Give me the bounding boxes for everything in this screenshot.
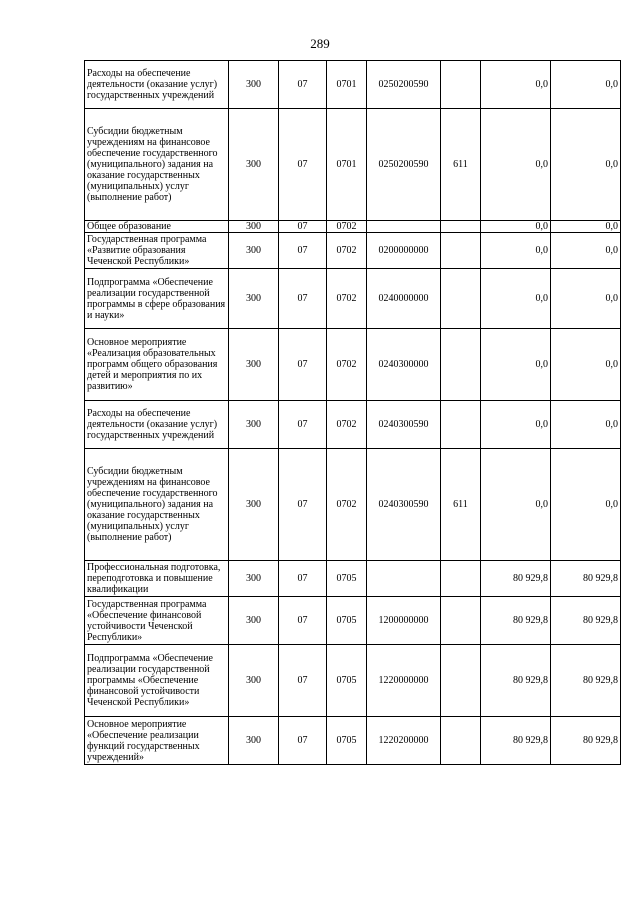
row-subsection-code: 0705 [327,597,367,645]
row-expense-type-code: 611 [441,449,481,561]
row-name: Основное мероприятие «Обеспечение реализации функций государственных учреждений» [85,717,229,765]
row-name: Подпрограмма «Обеспечение реализации государственной программы в сфере образования и науки» [85,269,229,329]
row-section-code: 07 [279,61,327,109]
row-subsection-code: 0702 [327,233,367,269]
row-target-code: 1220200000 [367,717,441,765]
row-amount-2: 0,0 [551,449,621,561]
row-target-code: 0240300590 [367,401,441,449]
row-section-code: 07 [279,233,327,269]
row-expense-type-code [441,561,481,597]
page-number: 289 [310,36,330,51]
row-expense-type-code [441,717,481,765]
row-name: Основное мероприятие «Реализация образовательных программ общего образования детей и мероприятия по их развитию» [85,329,229,401]
row-target-code [367,221,441,233]
row-target-code [367,561,441,597]
row-section-code: 07 [279,449,327,561]
row-target-code: 0200000000 [367,233,441,269]
row-name: Профессиональная подготовка, переподготовка и повышение квалификации [85,561,229,597]
row-subsection-code: 0702 [327,401,367,449]
table-row [85,221,621,233]
row-expense-type-code [441,269,481,329]
row-section-code: 07 [279,329,327,401]
row-expense-type-code [441,233,481,269]
row-target-code: 0240300590 [367,449,441,561]
row-ved-code: 300 [229,61,279,109]
row-ved-code: 300 [229,401,279,449]
row-ved-code: 300 [229,221,279,233]
row-subsection-code: 0701 [327,61,367,109]
row-target-code: 0250200590 [367,109,441,221]
table-row [85,717,621,765]
row-amount-1: 80 929,8 [481,597,551,645]
row-section-code: 07 [279,561,327,597]
table-row [85,109,621,221]
row-amount-2: 0,0 [551,329,621,401]
row-target-code: 0240000000 [367,269,441,329]
row-name: Расходы на обеспечение деятельности (оказание услуг) государственных учреждений [85,61,229,109]
row-expense-type-code [441,221,481,233]
table-body [85,61,621,765]
table-row [85,269,621,329]
row-expense-type-code [441,401,481,449]
row-amount-1: 0,0 [481,401,551,449]
table-row [85,61,621,109]
table-row [85,645,621,717]
row-ved-code: 300 [229,233,279,269]
row-subsection-code: 0702 [327,221,367,233]
row-subsection-code: 0705 [327,561,367,597]
row-expense-type-code: 611 [441,109,481,221]
row-name: Субсидии бюджетным учреждениям на финансовое обеспечение государственного (муниципального) задания на оказание государственных (муниципальных) услуг (выполнение работ) [85,449,229,561]
row-ved-code: 300 [229,449,279,561]
table-row [85,329,621,401]
row-amount-2: 80 929,8 [551,645,621,717]
row-ved-code: 300 [229,109,279,221]
row-ved-code: 300 [229,717,279,765]
row-expense-type-code [441,597,481,645]
row-expense-type-code [441,61,481,109]
row-name: Государственная программа «Развитие образования Чеченской Республики» [85,233,229,269]
row-name: Государственная программа «Обеспечение финансовой устойчивости Чеченской Республики» [85,597,229,645]
row-target-code: 1220000000 [367,645,441,717]
row-amount-1: 80 929,8 [481,645,551,717]
budget-table [84,60,621,765]
row-amount-2: 0,0 [551,221,621,233]
row-target-code: 0240300000 [367,329,441,401]
row-section-code: 07 [279,645,327,717]
row-name: Общее образование [85,221,229,233]
row-ved-code: 300 [229,329,279,401]
row-section-code: 07 [279,109,327,221]
table-row [85,449,621,561]
row-amount-2: 0,0 [551,109,621,221]
row-target-code: 1200000000 [367,597,441,645]
row-amount-1: 0,0 [481,233,551,269]
row-subsection-code: 0702 [327,329,367,401]
row-amount-1: 0,0 [481,221,551,233]
row-section-code: 07 [279,221,327,233]
row-amount-2: 0,0 [551,233,621,269]
table-row [85,401,621,449]
row-name: Подпрограмма «Обеспечение реализации государственной программы «Обеспечение финансовой устойчивости Чеченской Республики» [85,645,229,717]
row-amount-2: 0,0 [551,269,621,329]
row-section-code: 07 [279,717,327,765]
row-ved-code: 300 [229,645,279,717]
row-subsection-code: 0702 [327,269,367,329]
row-amount-1: 80 929,8 [481,717,551,765]
row-amount-1: 0,0 [481,449,551,561]
row-subsection-code: 0701 [327,109,367,221]
row-amount-2: 0,0 [551,61,621,109]
row-amount-2: 80 929,8 [551,717,621,765]
row-subsection-code: 0705 [327,717,367,765]
row-amount-1: 80 929,8 [481,561,551,597]
row-subsection-code: 0705 [327,645,367,717]
row-amount-2: 0,0 [551,401,621,449]
row-section-code: 07 [279,597,327,645]
row-amount-2: 80 929,8 [551,597,621,645]
row-expense-type-code [441,329,481,401]
row-name: Субсидии бюджетным учреждениям на финансовое обеспечение государственного (муниципального) задания на оказание государственных (муниципальных) услуг (выполнение работ) [85,109,229,221]
row-name: Расходы на обеспечение деятельности (оказание услуг) государственных учреждений [85,401,229,449]
table-row [85,233,621,269]
row-target-code: 0250200590 [367,61,441,109]
row-section-code: 07 [279,269,327,329]
row-subsection-code: 0702 [327,449,367,561]
row-amount-1: 0,0 [481,269,551,329]
row-expense-type-code [441,645,481,717]
row-ved-code: 300 [229,269,279,329]
row-amount-2: 80 929,8 [551,561,621,597]
row-ved-code: 300 [229,597,279,645]
row-ved-code: 300 [229,561,279,597]
row-amount-1: 0,0 [481,109,551,221]
row-amount-1: 0,0 [481,61,551,109]
row-section-code: 07 [279,401,327,449]
table-row [85,597,621,645]
row-amount-1: 0,0 [481,329,551,401]
table-row [85,561,621,597]
